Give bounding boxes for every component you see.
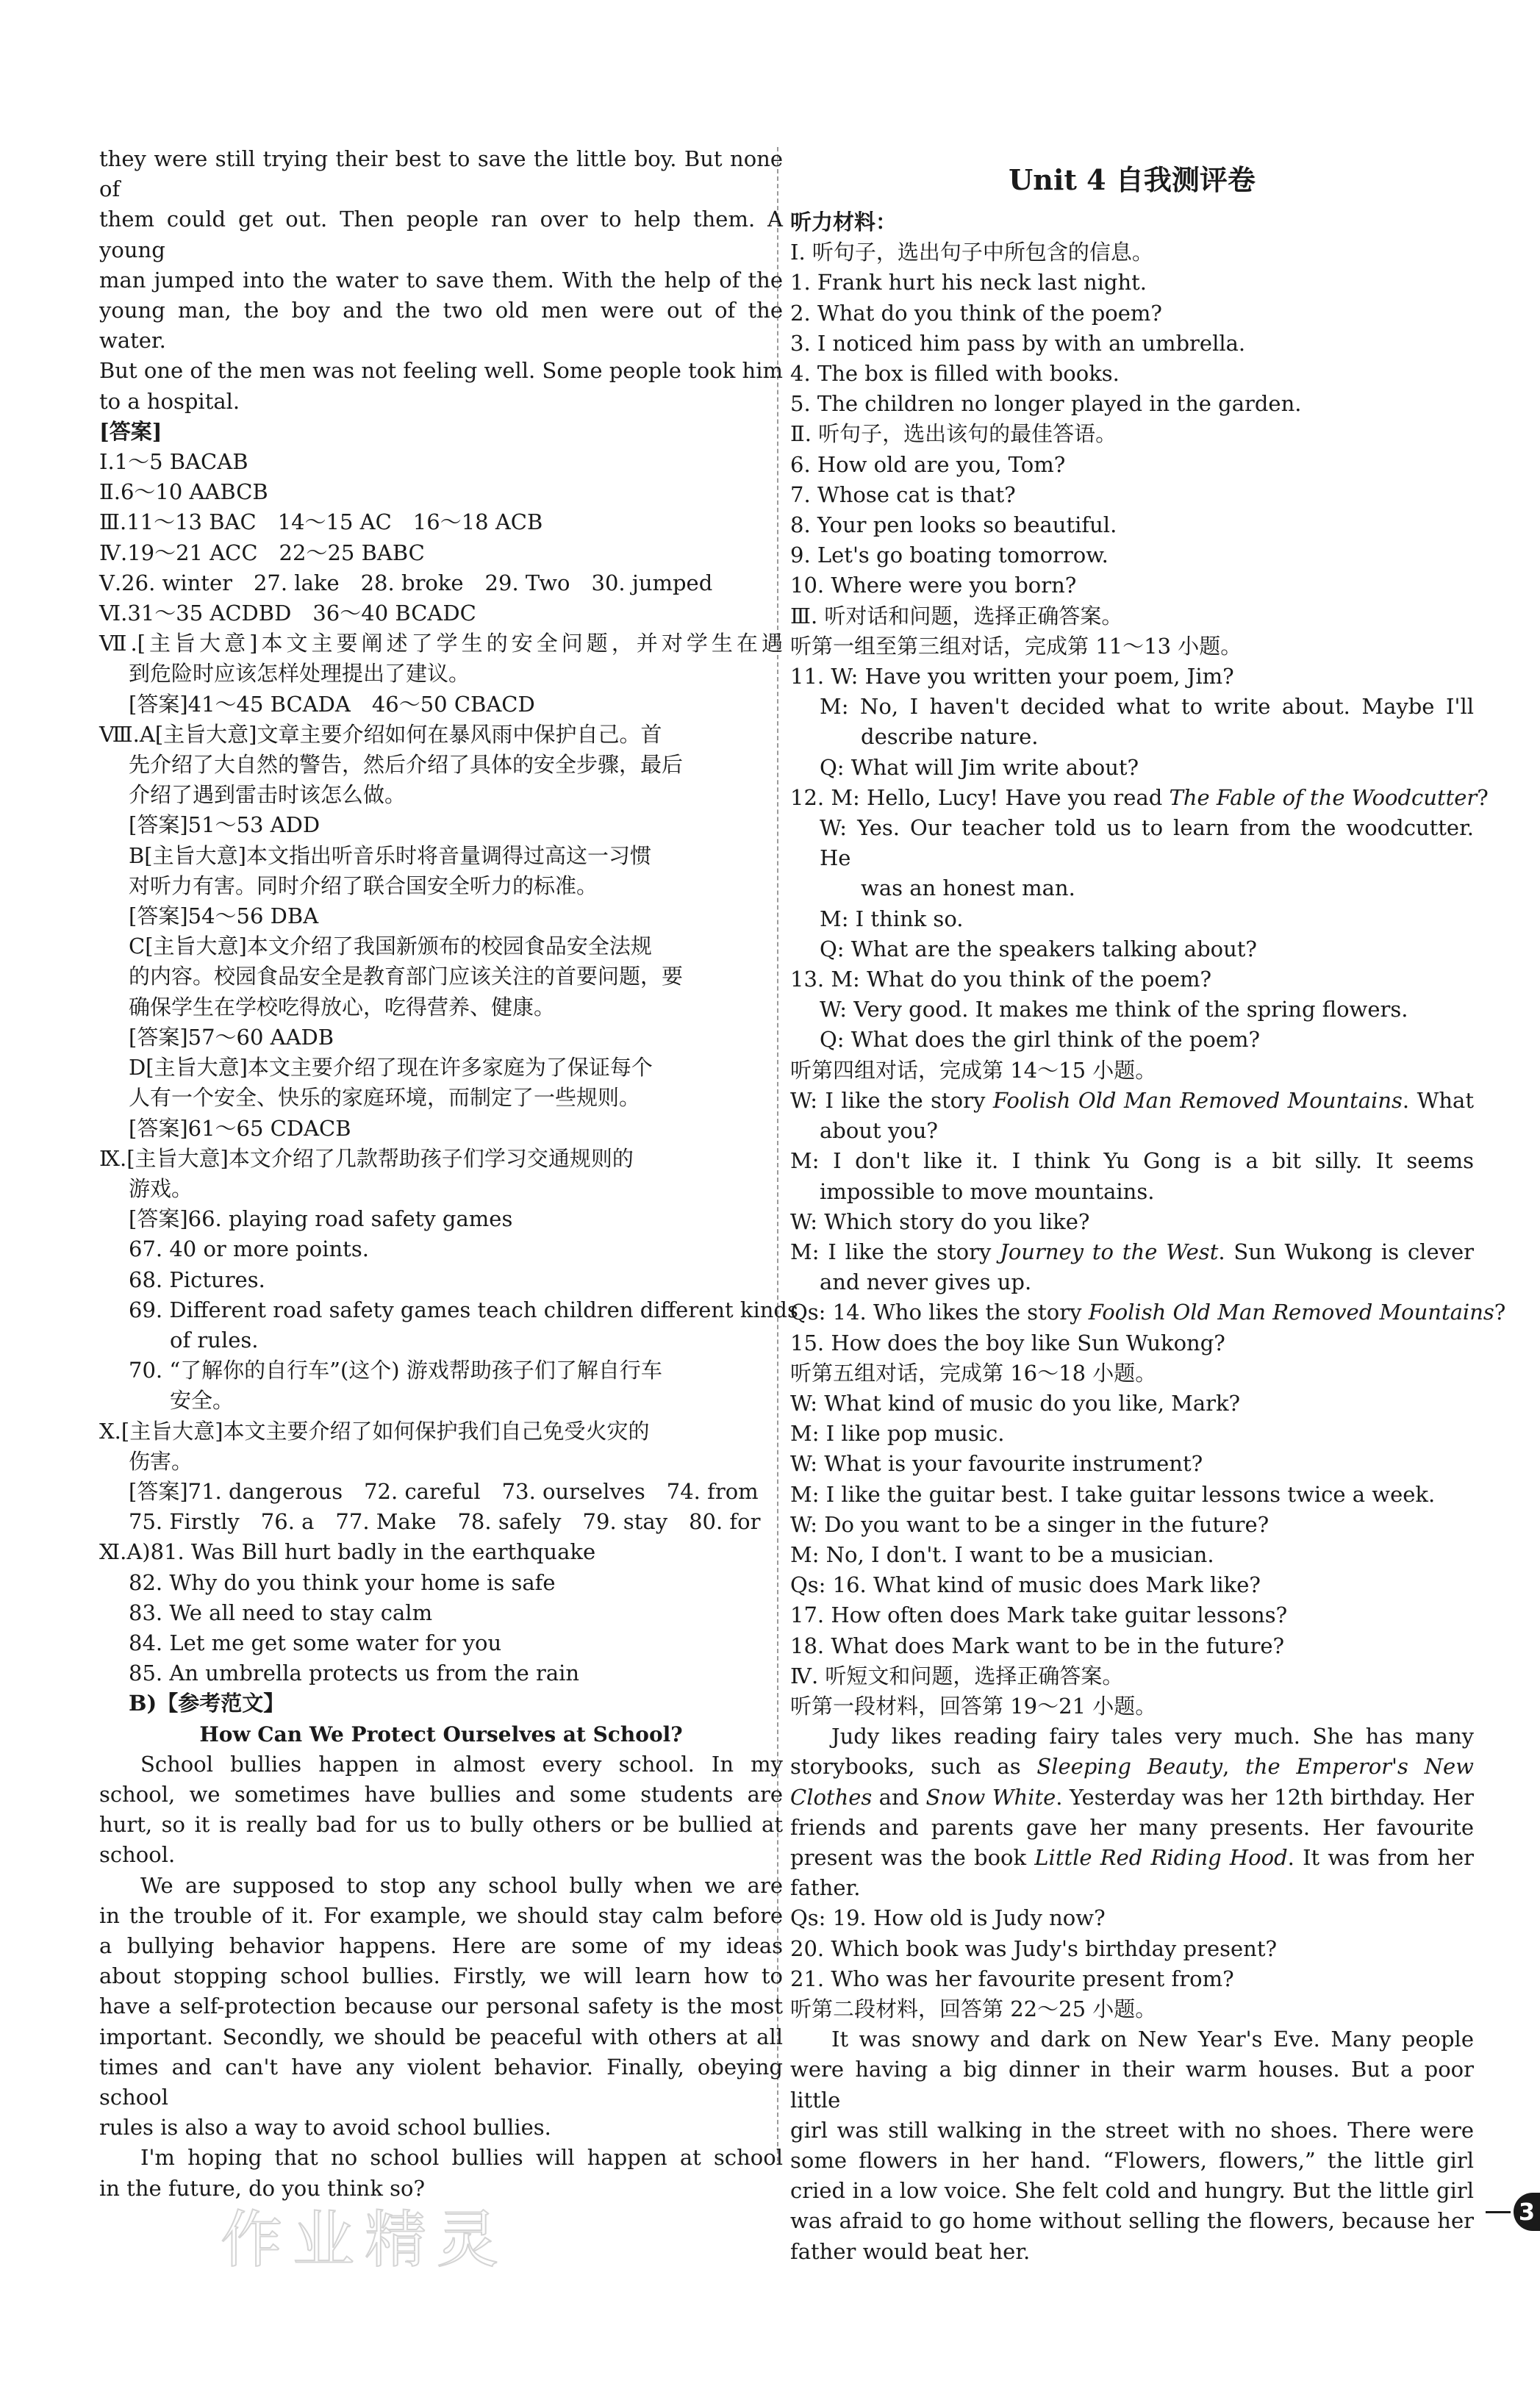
- section-number: Ⅴ.: [99, 570, 122, 595]
- essay-line: times and can't have any violent behavior. Finally, obeying school: [99, 2054, 783, 2110]
- listening-item: 8. Your pen looks so beautiful.: [790, 512, 1117, 538]
- essay-line: in the trouble of it. For example, we should stay calm before: [99, 1902, 783, 1928]
- sample-essay-label: B)【参考范文】: [129, 1691, 285, 1716]
- essay-line: school.: [99, 1842, 176, 1868]
- section-9: [99, 1144, 798, 1416]
- listening-subheading: 听第二段材料，回答第 22～25 小题。: [790, 1996, 1157, 2021]
- listening-item: 7. Whose cat is that?: [790, 481, 1016, 507]
- summary-text: 的内容。校园食品安全是教育部门应该关注的首要问题，要: [129, 964, 684, 989]
- dialogue-line: W: What is your favourite instrument?: [790, 1451, 1203, 1477]
- dialogue-line: W: Yes. Our teacher told us to learn from the woodcutter. He: [820, 815, 1474, 871]
- summary-text: 确保学生在学校吃得放心，吃得营养、健康。: [129, 994, 556, 1020]
- essay-line: I'm hoping that no school bullies will happen at school: [140, 2145, 783, 2171]
- dialogue-line: M: No, I don't. I want to be a musician.: [790, 1541, 1214, 1567]
- passage-2: [790, 2024, 1474, 2267]
- listening-item: 3. I noticed him pass by with an umbrella.: [790, 330, 1246, 356]
- essay-line: important. Secondly, we should be peaceful with others at all: [99, 2024, 783, 2049]
- page-number-tab: [1486, 2191, 1540, 2233]
- summary-text: 介绍了遇到雷击时该怎么做。: [129, 782, 407, 808]
- dialogue-line: W: Very good. It makes me think of the spring flowers.: [820, 997, 1408, 1022]
- passage-line: cried in a low voice. She felt cold and hungry. But the little girl: [790, 2178, 1474, 2204]
- section-8-d-answer: [答案]61～65 CDACB: [129, 1115, 351, 1141]
- passage-line: were having a big dinner in their warm houses. But a poor little: [790, 2057, 1474, 2113]
- section-9-summary: [99, 1144, 783, 1174]
- dialogue-line: was an honest man.: [861, 875, 1075, 901]
- listening-section-3-heading: Ⅲ. 听对话和问题，选择正确答案。: [790, 603, 1123, 628]
- story-line: to a hospital.: [99, 388, 240, 414]
- dialogue-text: W: I like the story: [790, 1087, 993, 1113]
- listening-item: 6. How old are you, Tom?: [790, 451, 1066, 477]
- listening-item: 10. Where were you born?: [790, 573, 1077, 598]
- dialogue-line: W: What kind of music do you like, Mark?: [790, 1390, 1241, 1416]
- passage-text: and: [872, 1784, 926, 1810]
- essay-line: in the future, do you think so?: [99, 2175, 426, 2201]
- section-7-summary: [99, 628, 783, 659]
- answer-81: A)81. Was Bill hurt badly in the earthquake: [126, 1539, 596, 1565]
- summary-text: 游戏。: [129, 1175, 193, 1201]
- section-10-summary: [99, 1416, 783, 1447]
- unit-title: Unit 4 自我测评卷: [1009, 163, 1256, 196]
- answer-66: [答案]66. playing road safety games: [129, 1206, 513, 1232]
- section-number: Ⅲ.: [99, 509, 127, 535]
- essay-line: hurt, so it is really bad for us to bully others or be bullied at: [99, 1812, 783, 1838]
- answer-text: 6～10 AABCB: [120, 479, 268, 505]
- listening-item: 5. The children no longer played in the garden.: [790, 391, 1302, 417]
- passage-text: . It was from her: [1287, 1844, 1474, 1870]
- passage-text: storybooks, such as: [790, 1754, 1037, 1780]
- book-title: Foolish Old Man Removed Mountains: [992, 1087, 1403, 1113]
- listening-section-2-heading: Ⅱ. 听句子，选出该句的最佳答语。: [790, 421, 1117, 447]
- listening-item: 2. What do you think of the poem?: [790, 300, 1162, 326]
- question-line: 17. How often does Mark take guitar lessons?: [790, 1602, 1288, 1628]
- passage-text: ,: [1222, 1754, 1246, 1780]
- essay-title: How Can We Protect Ourselves at School?: [199, 1722, 683, 1747]
- section-number: Ⅰ.: [99, 449, 115, 475]
- section-number: Ⅶ.: [99, 631, 137, 656]
- dialogue-line: W: Do you want to be a singer in the future?: [790, 1511, 1269, 1537]
- section-11-a: [99, 1537, 783, 1567]
- passage-line: was afraid to go home without selling the flowers, because her: [790, 2208, 1474, 2234]
- passage-line: father would beat her.: [790, 2238, 1031, 2264]
- dialogue-line: Q: What does the girl think of the poem?: [820, 1027, 1261, 1053]
- dialogue-text: M: I like the story: [790, 1239, 1000, 1264]
- dialogue-line: Q: What are the speakers talking about?: [820, 936, 1257, 961]
- summary-text: D[主旨大意]本文主要介绍了现在许多家庭为了保证每个: [129, 1055, 653, 1081]
- essay-line: a bullying behavior happens. Here are some of my ideas: [99, 1932, 783, 1958]
- story-line: them could get out. Then people ran over to help them. A young: [99, 207, 783, 262]
- answer-row: [99, 447, 783, 477]
- answer-text: 31～35 ACDBD 36～40 BCADC: [127, 601, 476, 626]
- section-8-b-answer: [答案]54～56 DBA: [129, 903, 319, 929]
- summary-text: 伤害。: [129, 1448, 193, 1474]
- answer-text: 1～5 BACAB: [114, 449, 248, 475]
- dialogue-line: and never gives up.: [820, 1269, 1032, 1295]
- dialogue-line: M: I think so.: [820, 906, 964, 931]
- essay-body: [99, 1749, 783, 2204]
- question-line: Qs: 19. How old is Judy now?: [790, 1905, 1106, 1931]
- answer-list: [99, 447, 783, 628]
- story-line: young man, the boy and the two old men were out of the water.: [99, 298, 783, 354]
- passage-line: [790, 1783, 1474, 1813]
- dialogue-line: [790, 1086, 1474, 1116]
- passage-line: [790, 1752, 1474, 1782]
- answer-68: 68. Pictures.: [129, 1267, 265, 1292]
- book-title: Journey to the West: [1000, 1239, 1219, 1264]
- question-line: 20. Which book was Judy's birthday present?: [790, 1935, 1278, 1961]
- answer-67: 67. 40 or more points.: [129, 1236, 369, 1262]
- dialogue-line: describe nature.: [861, 724, 1039, 750]
- section-8-a-answer: [答案]51～53 ADD: [129, 812, 320, 838]
- section-number: Ⅺ.: [99, 1539, 127, 1565]
- section-number: Ⅸ.: [99, 1145, 127, 1171]
- section-8-a: [99, 720, 783, 750]
- answer-69-cont: of rules.: [170, 1327, 259, 1353]
- summary-text: 到危险时应该怎样处理提出了建议。: [129, 661, 470, 687]
- book-title: The Fable of the Woodcutter: [1169, 784, 1478, 810]
- answer-row: [99, 538, 783, 568]
- passage-line: friends and parents gave her many presents. Her favourite: [790, 1814, 1474, 1840]
- passage-text: present was the book: [790, 1844, 1035, 1870]
- page-number: 3: [1514, 2193, 1540, 2231]
- book-title: Little Red Riding Hood: [1034, 1844, 1288, 1870]
- section-10-answer: 75. Firstly 76. a 77. Make 78. safely 79. stay 80. for: [129, 1509, 761, 1535]
- story-line: they were still trying their best to save the little boy. But none of: [99, 146, 783, 202]
- book-title: Foolish Old Man Removed Mountains: [1088, 1300, 1494, 1325]
- sample-essay: [99, 1719, 783, 2204]
- essay-line: have a self-protection because our personal safety is the most: [99, 1994, 783, 2019]
- answer-text: 19～21 ACC 22～25 BABC: [127, 540, 425, 565]
- section-8-c-answer: [答案]57～60 AADB: [129, 1024, 334, 1050]
- answer-text: 26. winter 27. lake 28. broke 29. Two 30. jumped: [121, 570, 713, 595]
- question-text: Qs: 14. Who likes the story: [790, 1300, 1089, 1325]
- dialogue-text: 12. M: Hello, Lucy! Have you read: [790, 784, 1170, 810]
- passage-line: father.: [790, 1875, 861, 1901]
- summary-text: C[主旨大意]本文介绍了我国新颁布的校园食品安全法规: [129, 934, 652, 959]
- essay-line: School bullies happen in almost every school. In my: [140, 1751, 783, 1777]
- answer-84: 84. Let me get some water for you: [129, 1630, 502, 1655]
- listening-item: 4. The box is filled with books.: [790, 361, 1120, 387]
- summary-text: A[主旨大意]文章主要介绍如何在暴风雨中保护自己。首: [139, 721, 662, 747]
- question-line: [790, 1297, 1506, 1328]
- dialogue-line: 11. W: Have you written your poem, Jim?: [790, 664, 1234, 689]
- question-line: 21. Who was her favourite present from?: [790, 1966, 1234, 1991]
- answer-85: 85. An umbrella protects us from the rain: [129, 1661, 580, 1686]
- dialogue-line: about you?: [820, 1118, 938, 1144]
- dialogue-line: W: Which story do you like?: [790, 1208, 1090, 1234]
- summary-text: 人有一个安全、快乐的家庭环境，而制定了一些规则。: [129, 1085, 641, 1111]
- listening-subheading: 听第四组对话，完成第 14～15 小题。: [790, 1057, 1157, 1083]
- passage-line: It was snowy and dark on New Year's Eve. Many people: [831, 2027, 1474, 2052]
- book-title: Snow White: [925, 1784, 1056, 1810]
- listening-section-4-heading: Ⅳ. 听短文和问题，选择正确答案。: [790, 1663, 1124, 1688]
- section-number: Ⅹ.: [99, 1418, 121, 1444]
- dialogue-line: M: No, I haven't decided what to write about. Maybe I'll: [820, 694, 1474, 720]
- dialogue-line: impossible to move mountains.: [820, 1178, 1155, 1204]
- essay-line: about stopping school bullies. Firstly, we will learn how to: [99, 1963, 783, 1989]
- answer-row: [99, 507, 783, 537]
- dialogue-text: . Sun Wukong is clever: [1218, 1239, 1475, 1264]
- answer-83: 83. We all need to stay calm: [129, 1600, 433, 1625]
- summary-text: B[主旨大意]本文指出听音乐时将音量调得过高这一习惯: [129, 842, 651, 868]
- section-10-answer: [答案]71. dangerous 72. careful 73. ourselves 74. from: [129, 1478, 759, 1504]
- answer-row: [99, 568, 783, 598]
- essay-line: school, we sometimes have bullies and some students are: [99, 1781, 783, 1807]
- book-title: Sleeping Beauty: [1036, 1754, 1223, 1780]
- dialogue-text: . What: [1402, 1087, 1474, 1113]
- section-number: Ⅱ.: [99, 479, 121, 505]
- watermark: 作业精灵: [221, 2204, 509, 2276]
- summary-text: [主旨大意]本文主要阐述了学生的安全问题，并对学生在遇: [137, 631, 783, 656]
- section-7: [99, 628, 783, 720]
- section-10: [99, 1416, 783, 1538]
- passage-line: girl was still walking in the street with no shoes. There were: [790, 2117, 1474, 2143]
- section-11: [99, 1537, 783, 1719]
- dialogue-text: ?: [1477, 784, 1489, 810]
- section-number: Ⅷ.: [99, 721, 140, 747]
- story-line: man jumped into the water to save them. With the help of the: [99, 267, 783, 293]
- summary-text: 对听力有害。同时介绍了联合国安全听力的标准。: [129, 873, 598, 898]
- page-number-dash: [1486, 2211, 1511, 2213]
- dialogue-line: 13. M: What do you think of the poem?: [790, 967, 1212, 992]
- question-line: 18. What does Mark want to be in the future?: [790, 1633, 1285, 1658]
- dialogue-line: M: I don't like it. I think Yu Gong is a bit silly. It seems: [790, 1148, 1474, 1174]
- dialogue-line: M: I like the guitar best. I take guitar lessons twice a week.: [790, 1481, 1436, 1507]
- answer-text: 11～13 BAC 14～15 AC 16～18 ACB: [126, 509, 543, 535]
- essay-line: rules is also a way to avoid school bullies.: [99, 2115, 551, 2141]
- listening-subheading: 听第五组对话，完成第 16～18 小题。: [790, 1360, 1157, 1386]
- book-title: Clothes: [790, 1784, 873, 1810]
- right-column: [790, 144, 1506, 2267]
- listening-section-1-heading: Ⅰ. 听句子，选出句子中所包含的信息。: [790, 240, 1153, 265]
- dialogue-line: [790, 783, 1489, 813]
- answer-70-cont: 安全。: [170, 1388, 234, 1414]
- story-line: But one of the men was not feeling well. Some people took him: [99, 358, 783, 384]
- essay-line: We are supposed to stop any school bully when we are: [140, 1872, 783, 1898]
- listening-item: 1. Frank hurt his neck last night.: [790, 270, 1147, 295]
- answer-82: 82. Why do you think your home is safe: [129, 1569, 556, 1595]
- answer-row: [99, 598, 783, 628]
- section-8: [99, 720, 783, 1144]
- left-column: [99, 144, 798, 2204]
- dialogue-line: M: I like pop music.: [790, 1421, 1005, 1447]
- passage-line: some flowers in her hand. “Flowers, flowers,” the little girl: [790, 2148, 1474, 2173]
- question-line: 15. How does the boy like Sun Wukong?: [790, 1330, 1225, 1355]
- listening-subheading: 听第一组至第三组对话，完成第 11～13 小题。: [790, 633, 1242, 659]
- dialogue-line: [790, 1237, 1474, 1267]
- book-title: the Emperor's New: [1245, 1754, 1475, 1780]
- summary-text: 先介绍了大自然的警告，然后介绍了具体的安全步骤，最后: [129, 752, 684, 778]
- section-7-answer: [答案]41～45 BCADA 46～50 CBACD: [129, 691, 535, 717]
- passage-line: Judy likes reading fairy tales very much. She has many: [831, 1724, 1474, 1749]
- answer-69: 69. Different road safety games teach children different kinds: [129, 1297, 798, 1322]
- answers-label: [答案]: [99, 418, 162, 444]
- summary-text: [主旨大意]本文主要介绍了如何保护我们自己免受火灾的: [121, 1418, 650, 1444]
- question-line: Qs: 16. What kind of music does Mark like?: [790, 1572, 1261, 1598]
- answer-row: [99, 477, 783, 507]
- summary-text: [主旨大意]本文介绍了几款帮助孩子们学习交通规则的: [126, 1145, 634, 1171]
- passage-line: [790, 1843, 1474, 1873]
- listening-subheading: 听第一段材料，回答第 19～21 小题。: [790, 1693, 1157, 1719]
- passage-text: . Yesterday was her 12th birthday. Her: [1056, 1784, 1475, 1810]
- story-continuation: [99, 144, 783, 417]
- passage-1: [790, 1722, 1474, 1903]
- answer-70: 70. “了解你的自行车”(这个) 游戏帮助孩子们了解自行车: [129, 1358, 662, 1383]
- dialogue-line: Q: What will Jim write about?: [820, 754, 1139, 780]
- section-number: Ⅳ.: [99, 540, 128, 565]
- question-text: ?: [1494, 1300, 1506, 1325]
- listening-material-label: 听力材料：: [790, 209, 898, 234]
- section-number: Ⅵ.: [99, 601, 128, 626]
- listening-item: 9. Let's go boating tomorrow.: [790, 542, 1109, 568]
